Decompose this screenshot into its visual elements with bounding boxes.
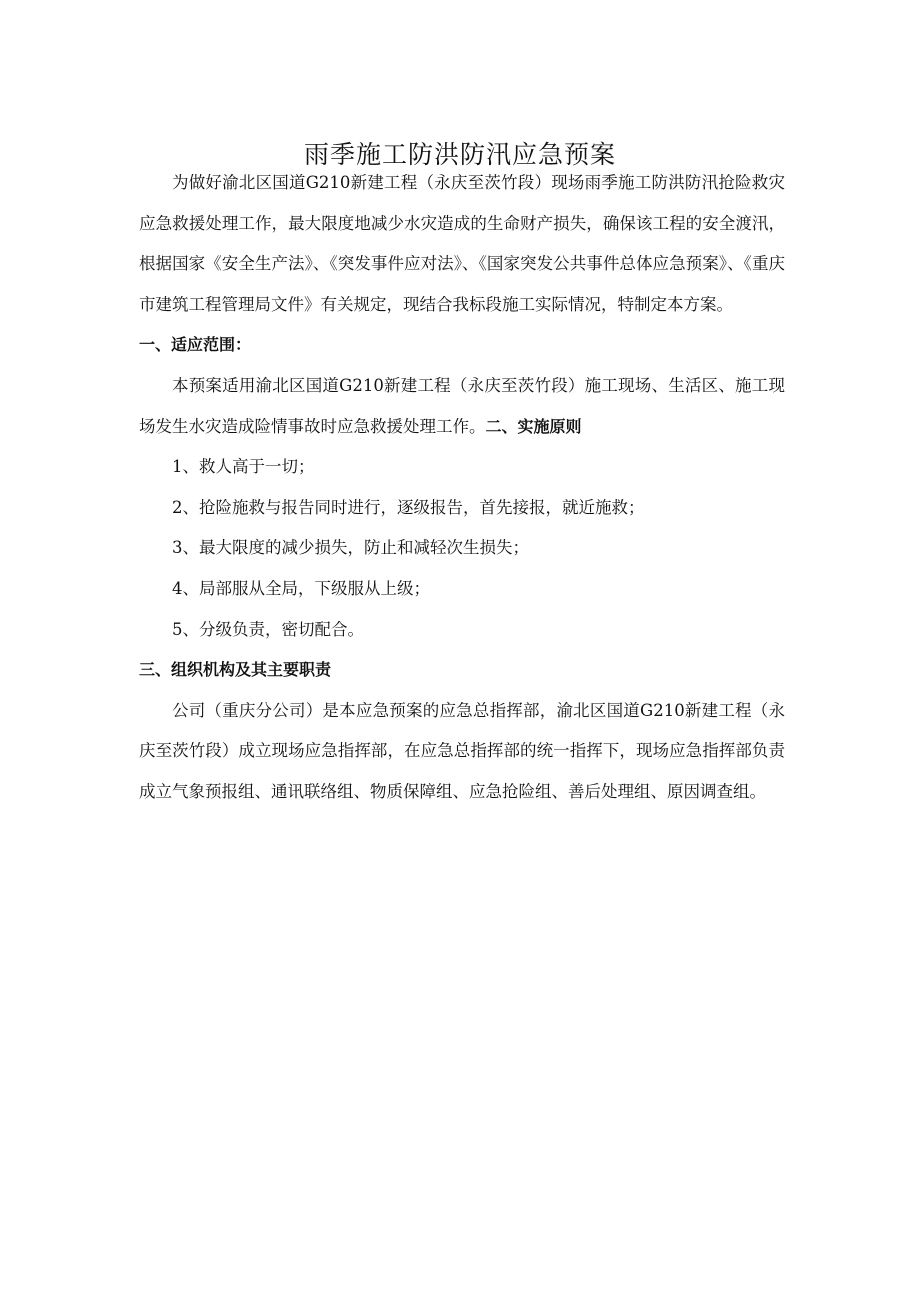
principle-item: 3、最大限度的减少损失，防止和减轻次生损失； <box>172 538 529 558</box>
document-title: 雨季施工防洪防汛应急预案 <box>303 139 616 169</box>
section-heading-principles: 二、实施原则 <box>485 416 582 436</box>
intro-paragraph: 为做好渝北区国道G210新建工程（永庆至茨竹段）现场雨季施工防洪防汛抢险救灾应急救援处理工作，最大限度地减少水灾造成的生命财产损失，确保该工程的安全渡汛，根据国家《安全生产法》、《突发事件应对法》、《国家突发公共事件总体应急预案》、《重庆市建筑工程管理局文件》有关规定，现结合我标段施工实际情况，特制定本方案。 <box>139 173 785 314</box>
section-heading-organization: 三、组织机构及其主要职责 <box>139 660 332 680</box>
document-body <box>139 163 785 813</box>
principle-item: 1、救人高于一切； <box>172 457 315 477</box>
principle-item: 4、局部服从全局，下级服从上级； <box>172 578 430 598</box>
scope-paragraph <box>139 366 785 447</box>
scope-text: 本预案适用渝北区国道G210新建工程（永庆至茨竹段）施工现场、生活区、施工现场发生水灾造成险情事故时应急救援处理工作。 <box>139 375 785 436</box>
organization-paragraph: 公司（重庆分公司）是本应急预案的应急总指挥部，渝北区国道G210新建工程（永庆至茨竹段）成立现场应急指挥部，在应急总指挥部的统一指挥下，现场应急指挥部负责成立气象预报组、通讯联络组、物质保障组、应急抢险组、善后处理组、原因调查组。 <box>139 700 785 801</box>
section-heading-scope: 一、适应范围： <box>139 335 252 355</box>
principle-item: 5、分级负责，密切配合。 <box>172 619 364 639</box>
principle-item: 2、抢险施救与报告同时进行，逐级报告，首先接报，就近施救； <box>172 497 645 517</box>
